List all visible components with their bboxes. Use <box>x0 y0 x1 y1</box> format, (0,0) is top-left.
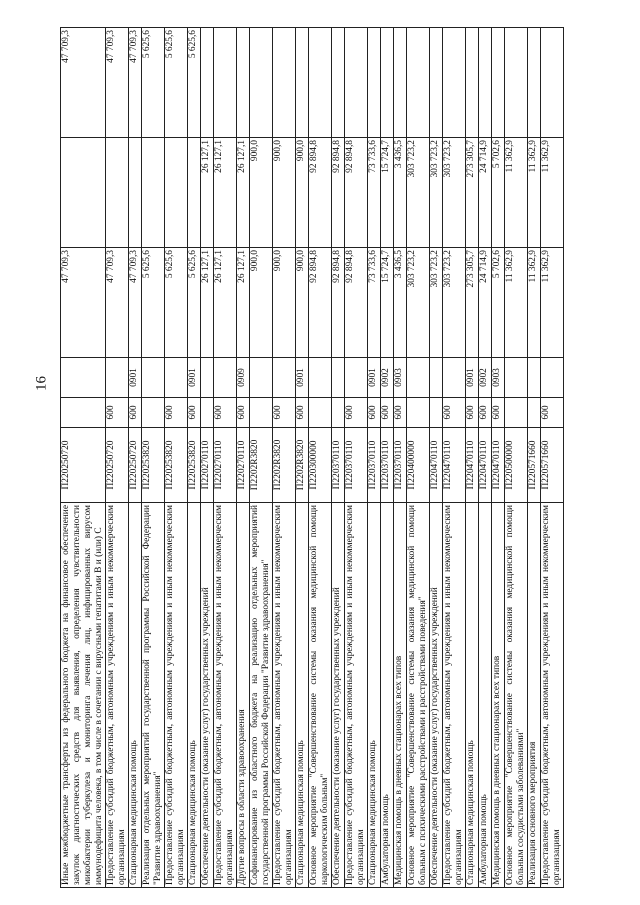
table-row <box>541 28 564 888</box>
row-name-cell: Стационарная медицинская помощь <box>466 503 479 888</box>
page-number: 16 <box>33 376 50 391</box>
section-code-cell: 0901 <box>368 358 381 398</box>
regional-amount-cell: 5 702,6 <box>492 138 505 248</box>
budget-table <box>60 27 564 888</box>
target-code-cell: П220253820 <box>188 428 201 503</box>
expense-type-cell: 600 <box>479 398 492 428</box>
target-code-cell: П220571660 <box>528 428 541 503</box>
row-name-cell: Другие вопросы в области здравоохранения <box>237 503 250 888</box>
federal-amount-cell <box>273 28 296 138</box>
expense-type-cell: 600 <box>394 398 407 428</box>
regional-amount-cell: 15 724,7 <box>381 138 394 248</box>
row-name-cell: Основное мероприятие "Совершенствование системы оказания медицинской помощи наркологическим больным" <box>309 503 332 888</box>
table-row <box>214 28 237 888</box>
regional-amount-cell: 303 723,2 <box>443 138 466 248</box>
total-amount-cell: 5 625,6 <box>142 248 165 358</box>
section-code-cell: 0901 <box>188 358 201 398</box>
section-code-cell: 0903 <box>394 358 407 398</box>
total-amount-cell: 92 894,8 <box>332 248 345 358</box>
row-name-cell: Предоставление субсидий бюджетным, автономным учреждениям и иным некоммерческим организациям <box>106 503 129 888</box>
section-code-cell <box>61 358 106 398</box>
row-name-cell: Предоставление субсидий бюджетным, автономным учреждениям и иным некоммерческим организациям <box>165 503 188 888</box>
regional-amount-cell: 24 714,9 <box>479 138 492 248</box>
section-code-cell <box>165 358 188 398</box>
federal-amount-cell <box>479 28 492 138</box>
table-row <box>188 28 201 888</box>
federal-amount-cell: 5 625,6 <box>188 28 201 138</box>
federal-amount-cell: 47 709,3 <box>61 28 106 138</box>
target-code-cell: П220270110 <box>214 428 237 503</box>
expense-type-cell: 600 <box>466 398 479 428</box>
expense-type-cell <box>61 398 106 428</box>
target-code-cell: П220470110 <box>466 428 479 503</box>
federal-amount-cell <box>201 28 214 138</box>
table-row <box>443 28 466 888</box>
total-amount-cell: 24 714,9 <box>479 248 492 358</box>
target-code-cell: П220470110 <box>479 428 492 503</box>
regional-amount-cell <box>106 138 129 248</box>
target-code-cell: П220500000 <box>505 428 528 503</box>
federal-amount-cell <box>381 28 394 138</box>
total-amount-cell: 5 625,6 <box>188 248 201 358</box>
regional-amount-cell: 303 723,2 <box>407 138 430 248</box>
regional-amount-cell <box>129 138 142 248</box>
table-body <box>61 28 564 888</box>
expense-type-cell: 600 <box>345 398 368 428</box>
total-amount-cell: 3 436,5 <box>394 248 407 358</box>
table-row <box>381 28 394 888</box>
target-code-cell: П220270110 <box>201 428 214 503</box>
federal-amount-cell <box>345 28 368 138</box>
table-row <box>505 28 528 888</box>
expense-type-cell <box>505 398 528 428</box>
row-name-cell: Основное мероприятие "Совершенствование системы оказания медицинской помощи больным с психическими расстройствами и расстройствами поведения" <box>407 503 430 888</box>
expense-type-cell <box>250 398 273 428</box>
federal-amount-cell <box>407 28 430 138</box>
regional-amount-cell: 900,0 <box>273 138 296 248</box>
table-row <box>273 28 296 888</box>
expense-type-cell: 600 <box>541 398 564 428</box>
total-amount-cell: 47 709,3 <box>61 248 106 358</box>
total-amount-cell: 26 127,1 <box>237 248 250 358</box>
regional-amount-cell: 11 362,9 <box>528 138 541 248</box>
section-code-cell <box>528 358 541 398</box>
total-amount-cell: 303 723,2 <box>443 248 466 358</box>
row-name-cell: Обеспечение деятельности (оказание услуг) государственных учреждений <box>201 503 214 888</box>
federal-amount-cell <box>309 28 332 138</box>
total-amount-cell: 73 733,6 <box>368 248 381 358</box>
table-row <box>430 28 443 888</box>
section-code-cell <box>443 358 466 398</box>
row-name-cell: Стационарная медицинская помощь <box>129 503 142 888</box>
table-row <box>394 28 407 888</box>
expense-type-cell <box>309 398 332 428</box>
section-code-cell: 0901 <box>466 358 479 398</box>
regional-amount-cell: 11 362,9 <box>541 138 564 248</box>
target-code-cell: П220250720 <box>106 428 129 503</box>
regional-amount-cell: 273 305,7 <box>466 138 479 248</box>
total-amount-cell: 26 127,1 <box>214 248 237 358</box>
table-row <box>106 28 129 888</box>
total-amount-cell: 92 894,8 <box>309 248 332 358</box>
expense-type-cell: 600 <box>165 398 188 428</box>
target-code-cell: П220400000 <box>407 428 430 503</box>
section-code-cell <box>541 358 564 398</box>
target-code-cell: П2202R3820 <box>273 428 296 503</box>
target-code-cell: П220300000 <box>309 428 332 503</box>
federal-amount-cell <box>541 28 564 138</box>
expense-type-cell: 600 <box>106 398 129 428</box>
target-code-cell: П220470110 <box>492 428 505 503</box>
section-code-cell: 0902 <box>479 358 492 398</box>
row-name-cell: Медицинская помощь в дневных стационарах всех типов <box>492 503 505 888</box>
total-amount-cell: 303 723,2 <box>407 248 430 358</box>
regional-amount-cell: 3 436,5 <box>394 138 407 248</box>
federal-amount-cell: 47 709,3 <box>129 28 142 138</box>
table-row <box>61 28 106 888</box>
target-code-cell: П220250720 <box>129 428 142 503</box>
section-code-cell <box>407 358 430 398</box>
target-code-cell: П220370110 <box>345 428 368 503</box>
total-amount-cell: 5 702,6 <box>492 248 505 358</box>
table-row <box>309 28 332 888</box>
expense-type-cell: 600 <box>368 398 381 428</box>
federal-amount-cell <box>250 28 273 138</box>
regional-amount-cell <box>165 138 188 248</box>
section-code-cell: 0909 <box>237 358 250 398</box>
regional-amount-cell: 92 894,8 <box>345 138 368 248</box>
target-code-cell: П220370110 <box>332 428 345 503</box>
table-row <box>345 28 368 888</box>
regional-amount-cell <box>142 138 165 248</box>
section-code-cell <box>214 358 237 398</box>
regional-amount-cell: 900,0 <box>296 138 309 248</box>
expense-type-cell <box>528 398 541 428</box>
row-name-cell: Предоставление субсидий бюджетным, автономным учреждениям и иным некоммерческим организациям <box>214 503 237 888</box>
row-name-cell: Стационарная медицинская помощь <box>368 503 381 888</box>
total-amount-cell: 47 709,3 <box>106 248 129 358</box>
target-code-cell: П220370110 <box>381 428 394 503</box>
section-code-cell <box>142 358 165 398</box>
target-code-cell: П2202R3820 <box>250 428 273 503</box>
regional-amount-cell <box>188 138 201 248</box>
regional-amount-cell: 900,0 <box>250 138 273 248</box>
target-code-cell: П220370110 <box>394 428 407 503</box>
row-name-cell: Амбулаторная помощь <box>479 503 492 888</box>
row-name-cell: Амбулаторная помощь <box>381 503 394 888</box>
table-row <box>492 28 505 888</box>
total-amount-cell: 273 305,7 <box>466 248 479 358</box>
target-code-cell: П220571660 <box>541 428 564 503</box>
federal-amount-cell: 5 625,6 <box>142 28 165 138</box>
table-row <box>407 28 430 888</box>
row-name-cell: Реализация основного мероприятия <box>528 503 541 888</box>
table-row <box>332 28 345 888</box>
federal-amount-cell <box>466 28 479 138</box>
total-amount-cell: 15 724,7 <box>381 248 394 358</box>
total-amount-cell: 11 362,9 <box>541 248 564 358</box>
row-name-cell: Основное мероприятие "Совершенствование системы оказания медицинской помощи больным сосудистыми заболеваниями" <box>505 503 528 888</box>
table-row <box>250 28 273 888</box>
section-code-cell <box>201 358 214 398</box>
federal-amount-cell <box>430 28 443 138</box>
table-row <box>142 28 165 888</box>
expense-type-cell <box>142 398 165 428</box>
target-code-cell: П220470110 <box>443 428 466 503</box>
expense-type-cell: 600 <box>443 398 466 428</box>
regional-amount-cell: 26 127,1 <box>214 138 237 248</box>
federal-amount-cell <box>492 28 505 138</box>
target-code-cell: П220250720 <box>61 428 106 503</box>
row-name-cell: Стационарная медицинская помощь <box>296 503 309 888</box>
federal-amount-cell <box>237 28 250 138</box>
expense-type-cell: 600 <box>296 398 309 428</box>
rotated-page-content <box>60 28 625 888</box>
row-name-cell: Иные межбюджетные трансферты из федерального бюджета на финансовое обеспечение закупок диагностических средств для выявления, определения чувствительности микобактерии туберкулеза и мониторинга лечения лиц, инфицированных вирусом иммунодефицита человека, в том числе в сочетании с вирусными гепатитами B и (или) C <box>61 503 106 888</box>
expense-type-cell: 600 <box>492 398 505 428</box>
regional-amount-cell <box>61 138 106 248</box>
section-code-cell <box>309 358 332 398</box>
section-code-cell: 0901 <box>129 358 142 398</box>
federal-amount-cell: 5 625,6 <box>165 28 188 138</box>
section-code-cell <box>250 358 273 398</box>
target-code-cell: П220270110 <box>237 428 250 503</box>
expense-type-cell: 600 <box>381 398 394 428</box>
row-name-cell: Предоставление субсидий бюджетным, автономным учреждениям и иным некоммерческим организациям <box>345 503 368 888</box>
section-code-cell <box>332 358 345 398</box>
expense-type-cell: 600 <box>129 398 142 428</box>
federal-amount-cell <box>214 28 237 138</box>
section-code-cell <box>273 358 296 398</box>
row-name-cell: Обеспечение деятельности (оказание услуг) государственных учреждений <box>332 503 345 888</box>
section-code-cell: 0902 <box>381 358 394 398</box>
section-code-cell: 0901 <box>296 358 309 398</box>
total-amount-cell: 900,0 <box>273 248 296 358</box>
total-amount-cell: 26 127,1 <box>201 248 214 358</box>
table-row <box>129 28 142 888</box>
federal-amount-cell <box>528 28 541 138</box>
target-code-cell: П2202R3820 <box>296 428 309 503</box>
target-code-cell: П220253820 <box>165 428 188 503</box>
table-row <box>201 28 214 888</box>
target-code-cell: П220253820 <box>142 428 165 503</box>
federal-amount-cell: 47 709,3 <box>106 28 129 138</box>
regional-amount-cell: 26 127,1 <box>237 138 250 248</box>
regional-amount-cell: 303 723,2 <box>430 138 443 248</box>
section-code-cell: 0903 <box>492 358 505 398</box>
total-amount-cell: 303 723,2 <box>430 248 443 358</box>
row-name-cell: Стационарная медицинская помощь <box>188 503 201 888</box>
total-amount-cell: 92 894,8 <box>345 248 368 358</box>
total-amount-cell: 11 362,9 <box>528 248 541 358</box>
row-name-cell: Софинансирование из областного бюджета на реализацию отдельных мероприятий государственной программы Российской Федерации "Развитие здравоохранения" <box>250 503 273 888</box>
regional-amount-cell: 92 894,8 <box>309 138 332 248</box>
expense-type-cell <box>407 398 430 428</box>
target-code-cell: П220370110 <box>368 428 381 503</box>
total-amount-cell: 47 709,3 <box>129 248 142 358</box>
table-row <box>296 28 309 888</box>
regional-amount-cell: 11 362,9 <box>505 138 528 248</box>
table-row <box>368 28 381 888</box>
table-row <box>165 28 188 888</box>
row-name-cell: Реализация отдельных мероприятий государственной программы Российской Федерации "Развитие здравоохранения" <box>142 503 165 888</box>
section-code-cell <box>345 358 368 398</box>
total-amount-cell: 900,0 <box>296 248 309 358</box>
federal-amount-cell <box>368 28 381 138</box>
row-name-cell: Предоставление субсидий бюджетным, автономным учреждениям и иным некоммерческим организациям <box>541 503 564 888</box>
table-row <box>479 28 492 888</box>
target-code-cell: П220470110 <box>430 428 443 503</box>
total-amount-cell: 11 362,9 <box>505 248 528 358</box>
row-name-cell: Медицинская помощь в дневных стационарах всех типов <box>394 503 407 888</box>
regional-amount-cell: 26 127,1 <box>201 138 214 248</box>
expense-type-cell: 600 <box>188 398 201 428</box>
regional-amount-cell: 73 733,6 <box>368 138 381 248</box>
total-amount-cell: 900,0 <box>250 248 273 358</box>
federal-amount-cell <box>394 28 407 138</box>
federal-amount-cell <box>332 28 345 138</box>
section-code-cell <box>106 358 129 398</box>
expense-type-cell <box>201 398 214 428</box>
total-amount-cell: 5 625,6 <box>165 248 188 358</box>
expense-type-cell <box>332 398 345 428</box>
section-code-cell <box>505 358 528 398</box>
row-name-cell: Предоставление субсидий бюджетным, автономным учреждениям и иным некоммерческим организациям <box>273 503 296 888</box>
section-code-cell <box>430 358 443 398</box>
federal-amount-cell <box>505 28 528 138</box>
row-name-cell: Обеспечение деятельности (оказание услуг) государственных учреждений <box>430 503 443 888</box>
federal-amount-cell <box>443 28 466 138</box>
table-row <box>528 28 541 888</box>
expense-type-cell: 600 <box>214 398 237 428</box>
row-name-cell: Предоставление субсидий бюджетным, автономным учреждениям и иным некоммерческим организациям <box>443 503 466 888</box>
expense-type-cell <box>430 398 443 428</box>
expense-type-cell: 600 <box>273 398 296 428</box>
expense-type-cell: 600 <box>237 398 250 428</box>
table-row <box>466 28 479 888</box>
federal-amount-cell <box>296 28 309 138</box>
regional-amount-cell: 92 894,8 <box>332 138 345 248</box>
table-row <box>237 28 250 888</box>
